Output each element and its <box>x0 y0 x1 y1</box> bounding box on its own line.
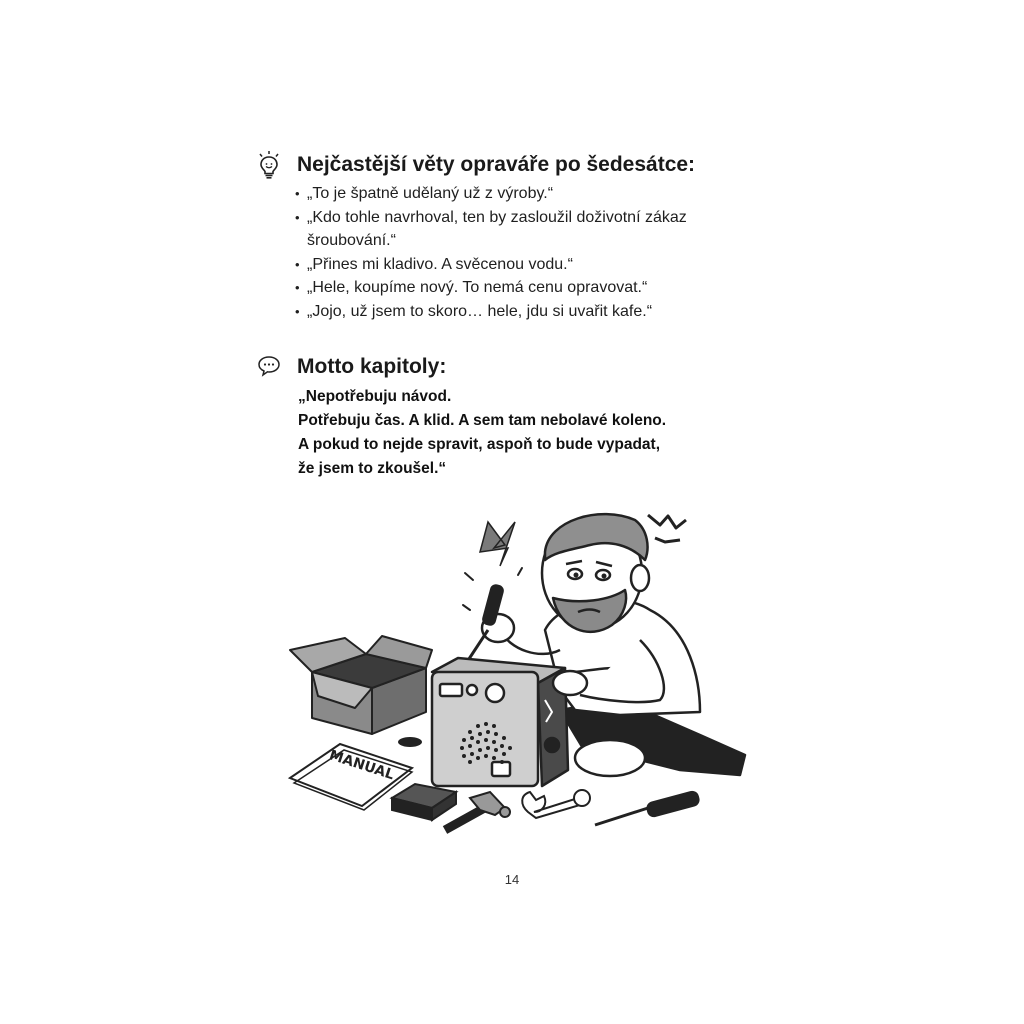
page-number: 14 <box>504 872 520 887</box>
lightning-bolt-icon <box>480 522 515 566</box>
broken-knob <box>398 737 422 747</box>
motto-line: že jsem to zkoušel.“ <box>298 460 447 477</box>
motto-line: „Nepotřebuju návod. <box>298 388 452 405</box>
loose-screwdriver <box>595 791 700 825</box>
black-box-part <box>392 784 456 820</box>
list-item: • „Jojo, už jsem to skoro… hele, jdu si uvařit kafe.“ <box>297 300 697 324</box>
section-title-tips: Nejčastější věty opraváře po šedesátce: <box>297 153 696 176</box>
hand-on-radio <box>553 671 587 695</box>
stress-zigzag <box>648 515 686 528</box>
list-item: • „Kdo tohle navrhoval, ten by zasloužil doživotní zákaz šroubování.“ <box>297 206 697 253</box>
wrench <box>522 790 590 818</box>
motto-line: A pokud to nejde spravit, aspoň to bude vypadat, <box>298 436 660 453</box>
repairman-illustration <box>280 508 750 848</box>
manual-label: MANUAL <box>327 747 397 784</box>
section-title-motto: Motto kapitoly: <box>297 355 447 378</box>
list-item: • „To je špatně udělaný už z výroby.“ <box>297 182 697 206</box>
speech-bubble-icon <box>257 355 281 377</box>
motto-line: Potřebuju čas. A klid. A sem tam nebolavé koleno. <box>298 412 667 429</box>
cardboard-box <box>290 636 432 734</box>
broken-radio <box>432 658 568 786</box>
motto-quote <box>298 385 718 481</box>
quote-list <box>297 182 697 323</box>
lightbulb-icon <box>256 150 282 180</box>
list-item: • „Přines mi kladivo. A svěcenou vodu.“ <box>297 253 697 277</box>
list-item: • „Hele, koupíme nový. To nemá cenu opravovat.“ <box>297 276 697 300</box>
